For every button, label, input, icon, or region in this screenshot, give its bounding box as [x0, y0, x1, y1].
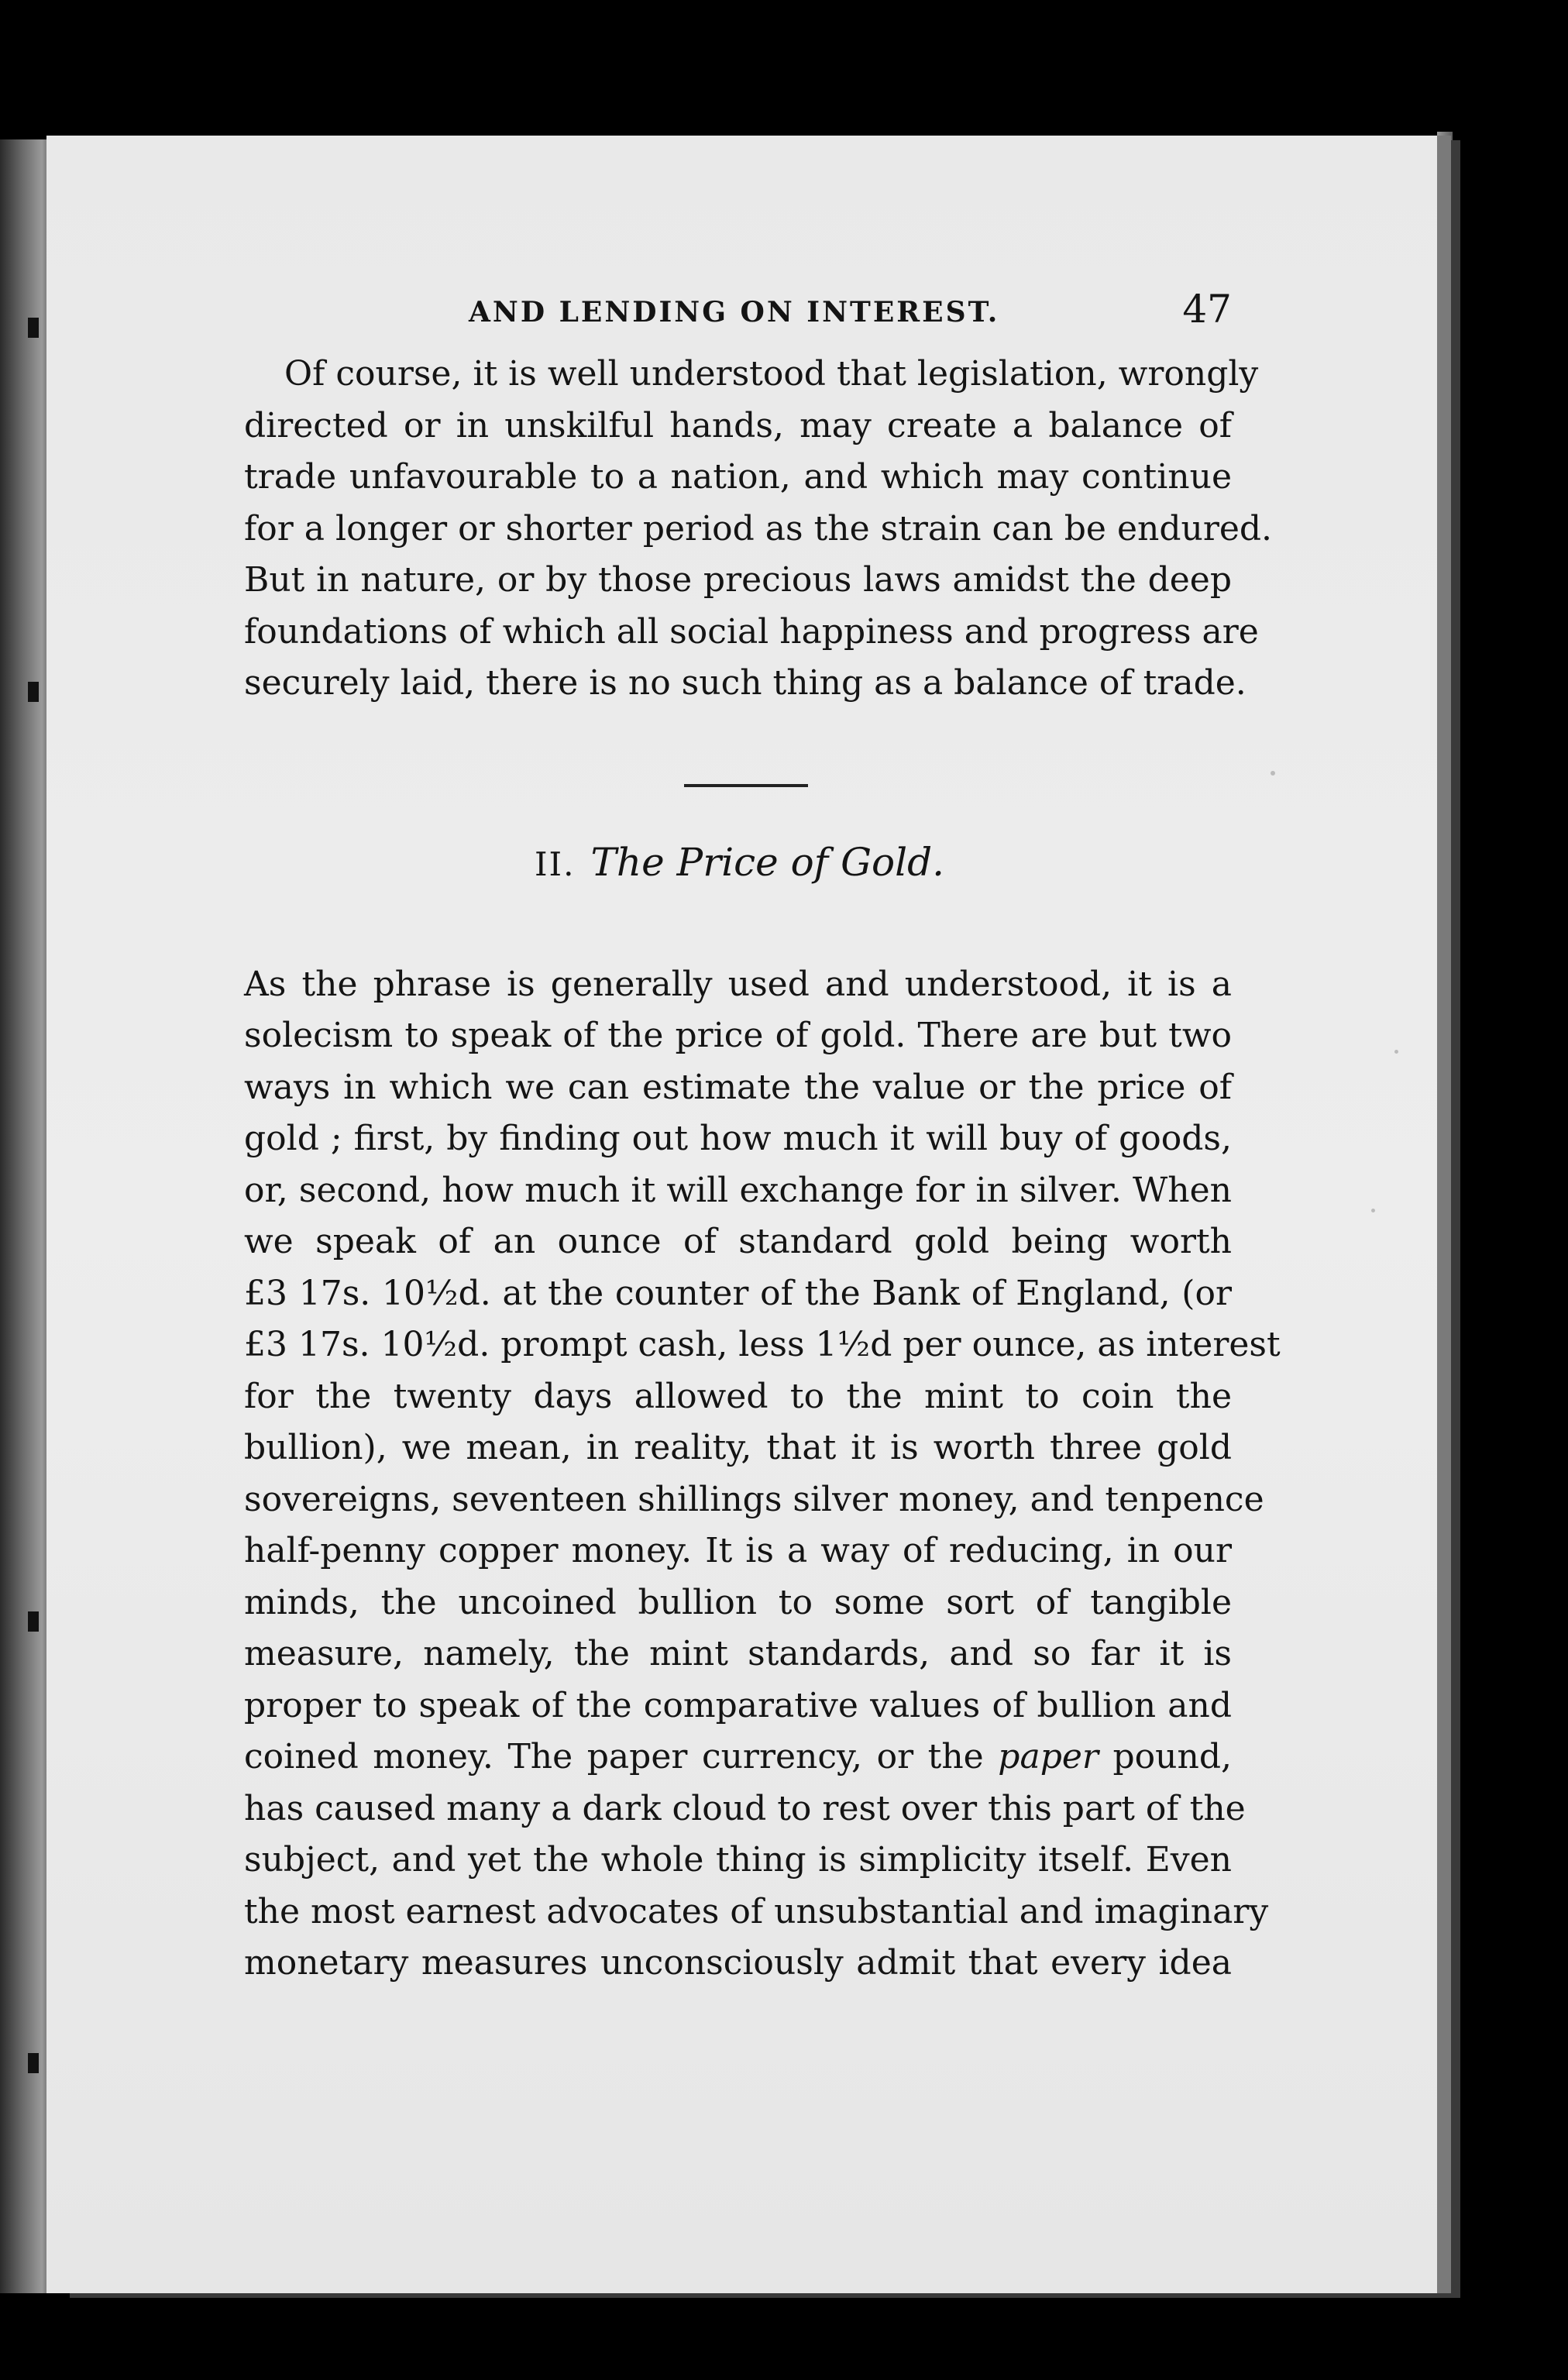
section-number: II. — [534, 844, 576, 883]
text-line: Of course, it is well understood that legislation, wrongly — [284, 354, 1259, 394]
running-title: AND LENDING ON INTEREST. — [469, 296, 1000, 328]
section-title: The Price of Gold. — [590, 839, 945, 885]
binding-mark — [28, 318, 39, 338]
paper-speck — [1394, 1050, 1398, 1054]
text-line: gold ; first, by finding out how much it will buy of goods, — [244, 1119, 1232, 1158]
text-line: As the phrase is generally used and understood, it is a — [244, 964, 1232, 1004]
text-line: measure, namely, the mint standards, and so far it is — [244, 1634, 1232, 1673]
text-line: has caused many a dark cloud to rest over this part of the — [244, 1788, 1246, 1828]
paragraph-price-of-gold — [244, 959, 1281, 1990]
paper-speck — [1371, 1209, 1375, 1212]
text-line: securely laid, there is no such thing as a balance of trade. — [244, 663, 1246, 703]
page-edge — [1437, 132, 1453, 2293]
text-line: proper to speak of the comparative values of bullion and — [244, 1685, 1232, 1725]
text-line: £3 17s. 10½d. at the counter of the Bank of England, (or — [244, 1273, 1232, 1313]
text-line: for the twenty days allowed to the mint to coin the — [244, 1376, 1232, 1416]
text-line: bullion), we mean, in reality, that it is worth three gold — [244, 1428, 1232, 1467]
text-line: foundations of which all social happiness and progress are — [244, 611, 1259, 652]
text-line: for a longer or shorter period as the strain can be endured. — [244, 508, 1273, 549]
text-line: monetary measures unconsciously admit that every idea — [244, 1943, 1232, 1983]
text-fragment: pound, — [1112, 1737, 1232, 1776]
text-line: subject, and yet the whole thing is simplicity itself. Even — [244, 1840, 1232, 1880]
italic-word: paper — [998, 1737, 1099, 1776]
text-line: we speak of an ounce of standard gold being worth — [244, 1222, 1232, 1261]
text-line: ways in which we can estimate the value or the price of — [244, 1067, 1232, 1107]
text-line: solecism to speak of the price of gold. There are but two — [244, 1016, 1232, 1055]
text-line: sovereigns, seventeen shillings silver money, and tenpence — [244, 1479, 1264, 1519]
page-text — [244, 287, 1281, 1990]
text-line: trade unfavourable to a nation, and which may continue — [244, 457, 1232, 497]
text-line: minds, the uncoined bullion to some sort of tangible — [244, 1582, 1232, 1622]
paper-speck — [1271, 771, 1275, 776]
text-line: directed or in unskilful hands, may create a balance of — [244, 405, 1232, 445]
paragraph-balance-of-trade — [244, 349, 1273, 710]
binding-mark — [28, 682, 39, 702]
running-head — [244, 287, 1232, 341]
text-line-with-italic — [244, 1732, 1232, 1783]
text-line: But in nature, or by those precious laws amidst the deep — [244, 560, 1232, 600]
text-line: the most earnest advocates of unsubstantial and imaginary — [244, 1891, 1269, 1931]
text-fragment: coined money. The paper currency, or the — [244, 1737, 984, 1776]
section-heading — [246, 840, 1233, 917]
text-line: or, second, how much it will exchange for in silver. When — [244, 1170, 1232, 1210]
page-number: 47 — [1182, 287, 1232, 332]
binding-mark — [28, 2053, 39, 2073]
binding-mark — [28, 1611, 39, 1632]
text-line: half-penny copper money. It is a way of reducing, in our — [244, 1531, 1232, 1570]
section-divider — [684, 784, 808, 787]
text-line: £3 17s. 10½d. prompt cash, less 1½d per ounce, as interest — [244, 1325, 1281, 1364]
